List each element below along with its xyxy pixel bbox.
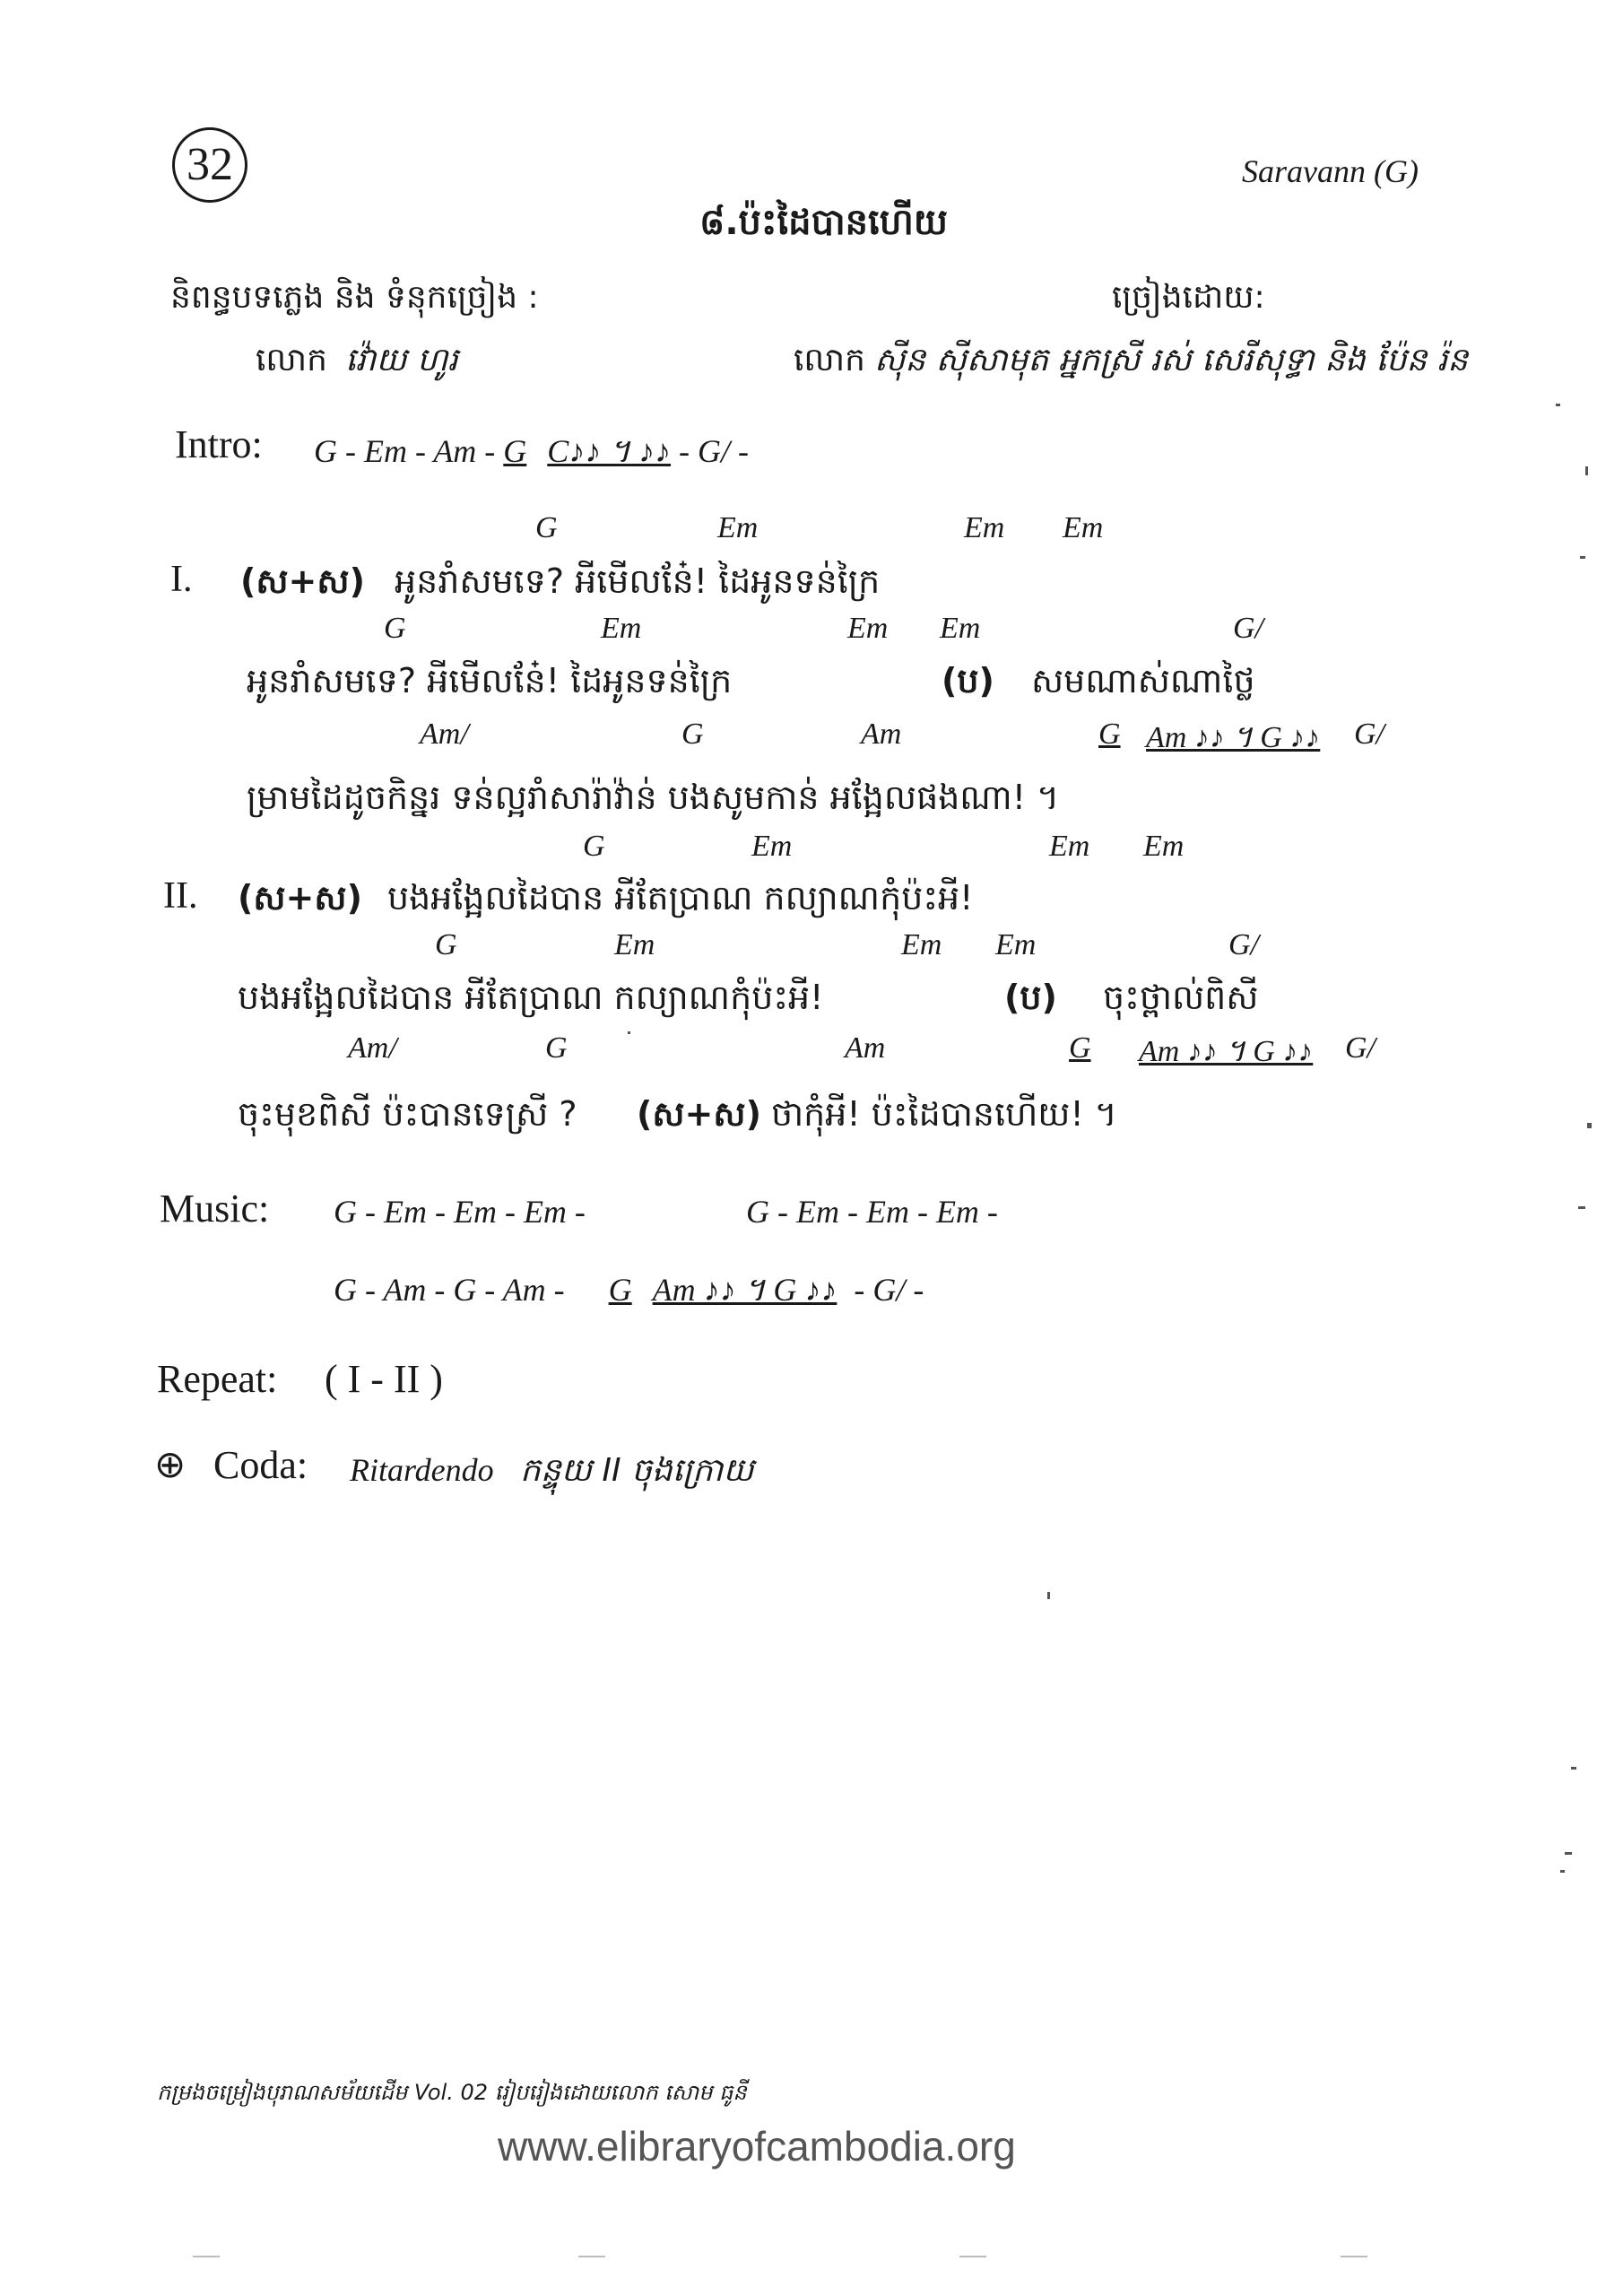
verse-1-line-2-end: សមណាស់ណាថ្លៃ	[1031, 661, 1255, 700]
chord: Em	[601, 612, 642, 645]
verse-1-line-1: អូនរាំសមទេ? អីមើលនែ៎! ដៃអូនទន់ក្រៃ	[395, 561, 881, 601]
chord: G	[435, 928, 457, 961]
chord: G/	[1354, 718, 1384, 751]
chord: Em	[847, 612, 889, 645]
verse-2-line-1: បងអង្អែលដៃបាន អីតែប្រាណ កល្យាណកុំប៉ះអី!	[387, 878, 974, 918]
verse-2-line-3-end: ថាកុំអី! ប៉ះដៃបានហើយ! ។	[771, 1094, 1117, 1134]
singer-prefix: លោក	[794, 342, 865, 378]
singer-label: ច្រៀងដោយ:	[1112, 279, 1265, 316]
music-row-1b: G - Em - Em - Em -	[746, 1194, 998, 1230]
scan-speck	[1585, 466, 1588, 475]
music-row-2-g: G	[608, 1272, 632, 1308]
chord: G	[1069, 1031, 1091, 1065]
music-label: Music:	[160, 1187, 270, 1231]
scan-speck	[1047, 1592, 1050, 1599]
verse-2-line-2-end: ចុះថ្ពាល់ពិសី	[1103, 978, 1259, 1017]
singer-names: ស៊ីន ស៊ីសាមុត អ្នកស្រី រស់ សេរីសុទ្ធា និង ប៉ែន រ៉ន	[874, 342, 1469, 378]
scan-speck	[193, 2256, 220, 2257]
chord: G/	[1228, 928, 1259, 961]
scan-speck	[959, 2256, 986, 2257]
chord: Em	[614, 928, 655, 961]
chord: G/	[1345, 1031, 1376, 1065]
verse-1-line-2-tag: (ប)	[942, 661, 994, 700]
scan-speck	[1565, 1852, 1572, 1855]
scan-speck	[1560, 1870, 1565, 1873]
composer-name: វ៉ោយ ហូរ	[345, 342, 458, 378]
coda-icon: ⊕	[154, 1442, 187, 1486]
scan-speck	[1556, 404, 1560, 406]
chord: Em	[1049, 830, 1090, 863]
footer-text: កម្រងចម្រៀងបុរាណសម័យដើម Vol. 02 រៀបរៀងដោយលោក សោម ធូនី	[157, 2080, 747, 2105]
coda-label: Coda:	[213, 1443, 308, 1487]
song-key: Saravann (G)	[1242, 153, 1419, 189]
intro-seq: G - Em - Am -	[314, 433, 504, 469]
music-row-2	[334, 1269, 924, 1317]
chord: Em	[964, 511, 1005, 544]
chord: G	[681, 718, 704, 751]
chord-ornament: Am ♪♪ ។ G ♪♪	[1139, 1035, 1314, 1068]
verse-2-label: II.	[163, 875, 198, 917]
coda-term: Ritardendo	[350, 1452, 494, 1488]
music-row-2-end: - G/ -	[854, 1272, 924, 1308]
verse-1-line-2: អូនរាំសមទេ? អីមើលនែ៎! ដៃអូនទន់ក្រៃ	[247, 661, 733, 700]
chord: Em	[751, 830, 793, 863]
chord: Em	[1143, 830, 1185, 863]
verse-1-line-1-tag: (ស+ស)	[240, 561, 365, 601]
verse-2-line-3: ចុះមុខពិសី ប៉ះបានទេស្រី ?	[238, 1094, 577, 1134]
chord: Em	[940, 612, 981, 645]
verse-2-line-2: បងអង្អែលដៃបាន អីតែប្រាណ កល្យាណកុំប៉ះអី!	[238, 978, 824, 1017]
chord: Em	[1063, 511, 1104, 544]
chord: Am	[861, 718, 902, 751]
music-row-2a: G - Am - G - Am -	[334, 1272, 565, 1308]
repeat-label: Repeat:	[157, 1357, 278, 1401]
composer-prefix: លោក	[256, 342, 327, 378]
intro-g: G	[503, 433, 527, 469]
repeat-value: ( I - II )	[325, 1357, 443, 1401]
page-number: 32	[172, 127, 247, 203]
scan-speck	[1587, 1123, 1592, 1128]
intro-end: - G/ -	[679, 433, 750, 469]
intro-ornament: C♪♪ ។ ♪♪	[547, 433, 672, 469]
scan-speck	[578, 2256, 605, 2257]
chord-ornament: Am ♪♪ ។ G ♪♪	[1146, 721, 1321, 754]
intro-label: Intro:	[175, 422, 263, 466]
chord: G	[545, 1031, 568, 1065]
verse-2-line-2-tag: (ប)	[1004, 978, 1057, 1017]
chord: G/	[1233, 612, 1263, 645]
verse-2-line-3-tag: (ស+ស)	[637, 1094, 761, 1134]
scan-speck	[628, 1031, 630, 1034]
composer-label: និពន្ធបទភ្លេង និង ទំនុកច្រៀង :	[170, 279, 539, 316]
chord: G	[583, 830, 605, 863]
coda-text: កន្ទុយ II ចុងក្រោយ	[520, 1452, 754, 1489]
chord: G	[1098, 718, 1121, 751]
chord: Am	[845, 1031, 886, 1065]
verse-1-label: I.	[170, 559, 193, 600]
chord: Em	[717, 511, 759, 544]
song-title: ៨.ប៉ះដៃបានហើយ	[699, 202, 948, 243]
music-row-1a: G - Em - Em - Em -	[334, 1194, 586, 1230]
chord: Am/	[420, 718, 469, 751]
intro-progression	[314, 430, 749, 478]
chord: G	[384, 612, 406, 645]
chord: G	[535, 511, 558, 544]
chord: Em	[901, 928, 942, 961]
website-watermark: www.elibraryofcambodia.org	[498, 2123, 1016, 2170]
scan-speck	[1580, 556, 1585, 559]
music-row-2-ornament: Am ♪♪ ។ G ♪♪	[652, 1272, 838, 1308]
scan-speck	[1571, 1767, 1576, 1770]
scan-speck	[1578, 1206, 1585, 1209]
verse-2-line-1-tag: (ស+ស)	[238, 878, 362, 918]
chord: Am/	[348, 1031, 397, 1065]
verse-1-line-3: ម្រាមដៃដូចកិន្នរ ទន់ល្អរាំសារ៉ាវ៉ាន់ បងសូមកាន់ អង្អែលផងណា! ។	[247, 778, 1060, 817]
chord: Em	[995, 928, 1037, 961]
scan-speck	[1341, 2256, 1367, 2257]
